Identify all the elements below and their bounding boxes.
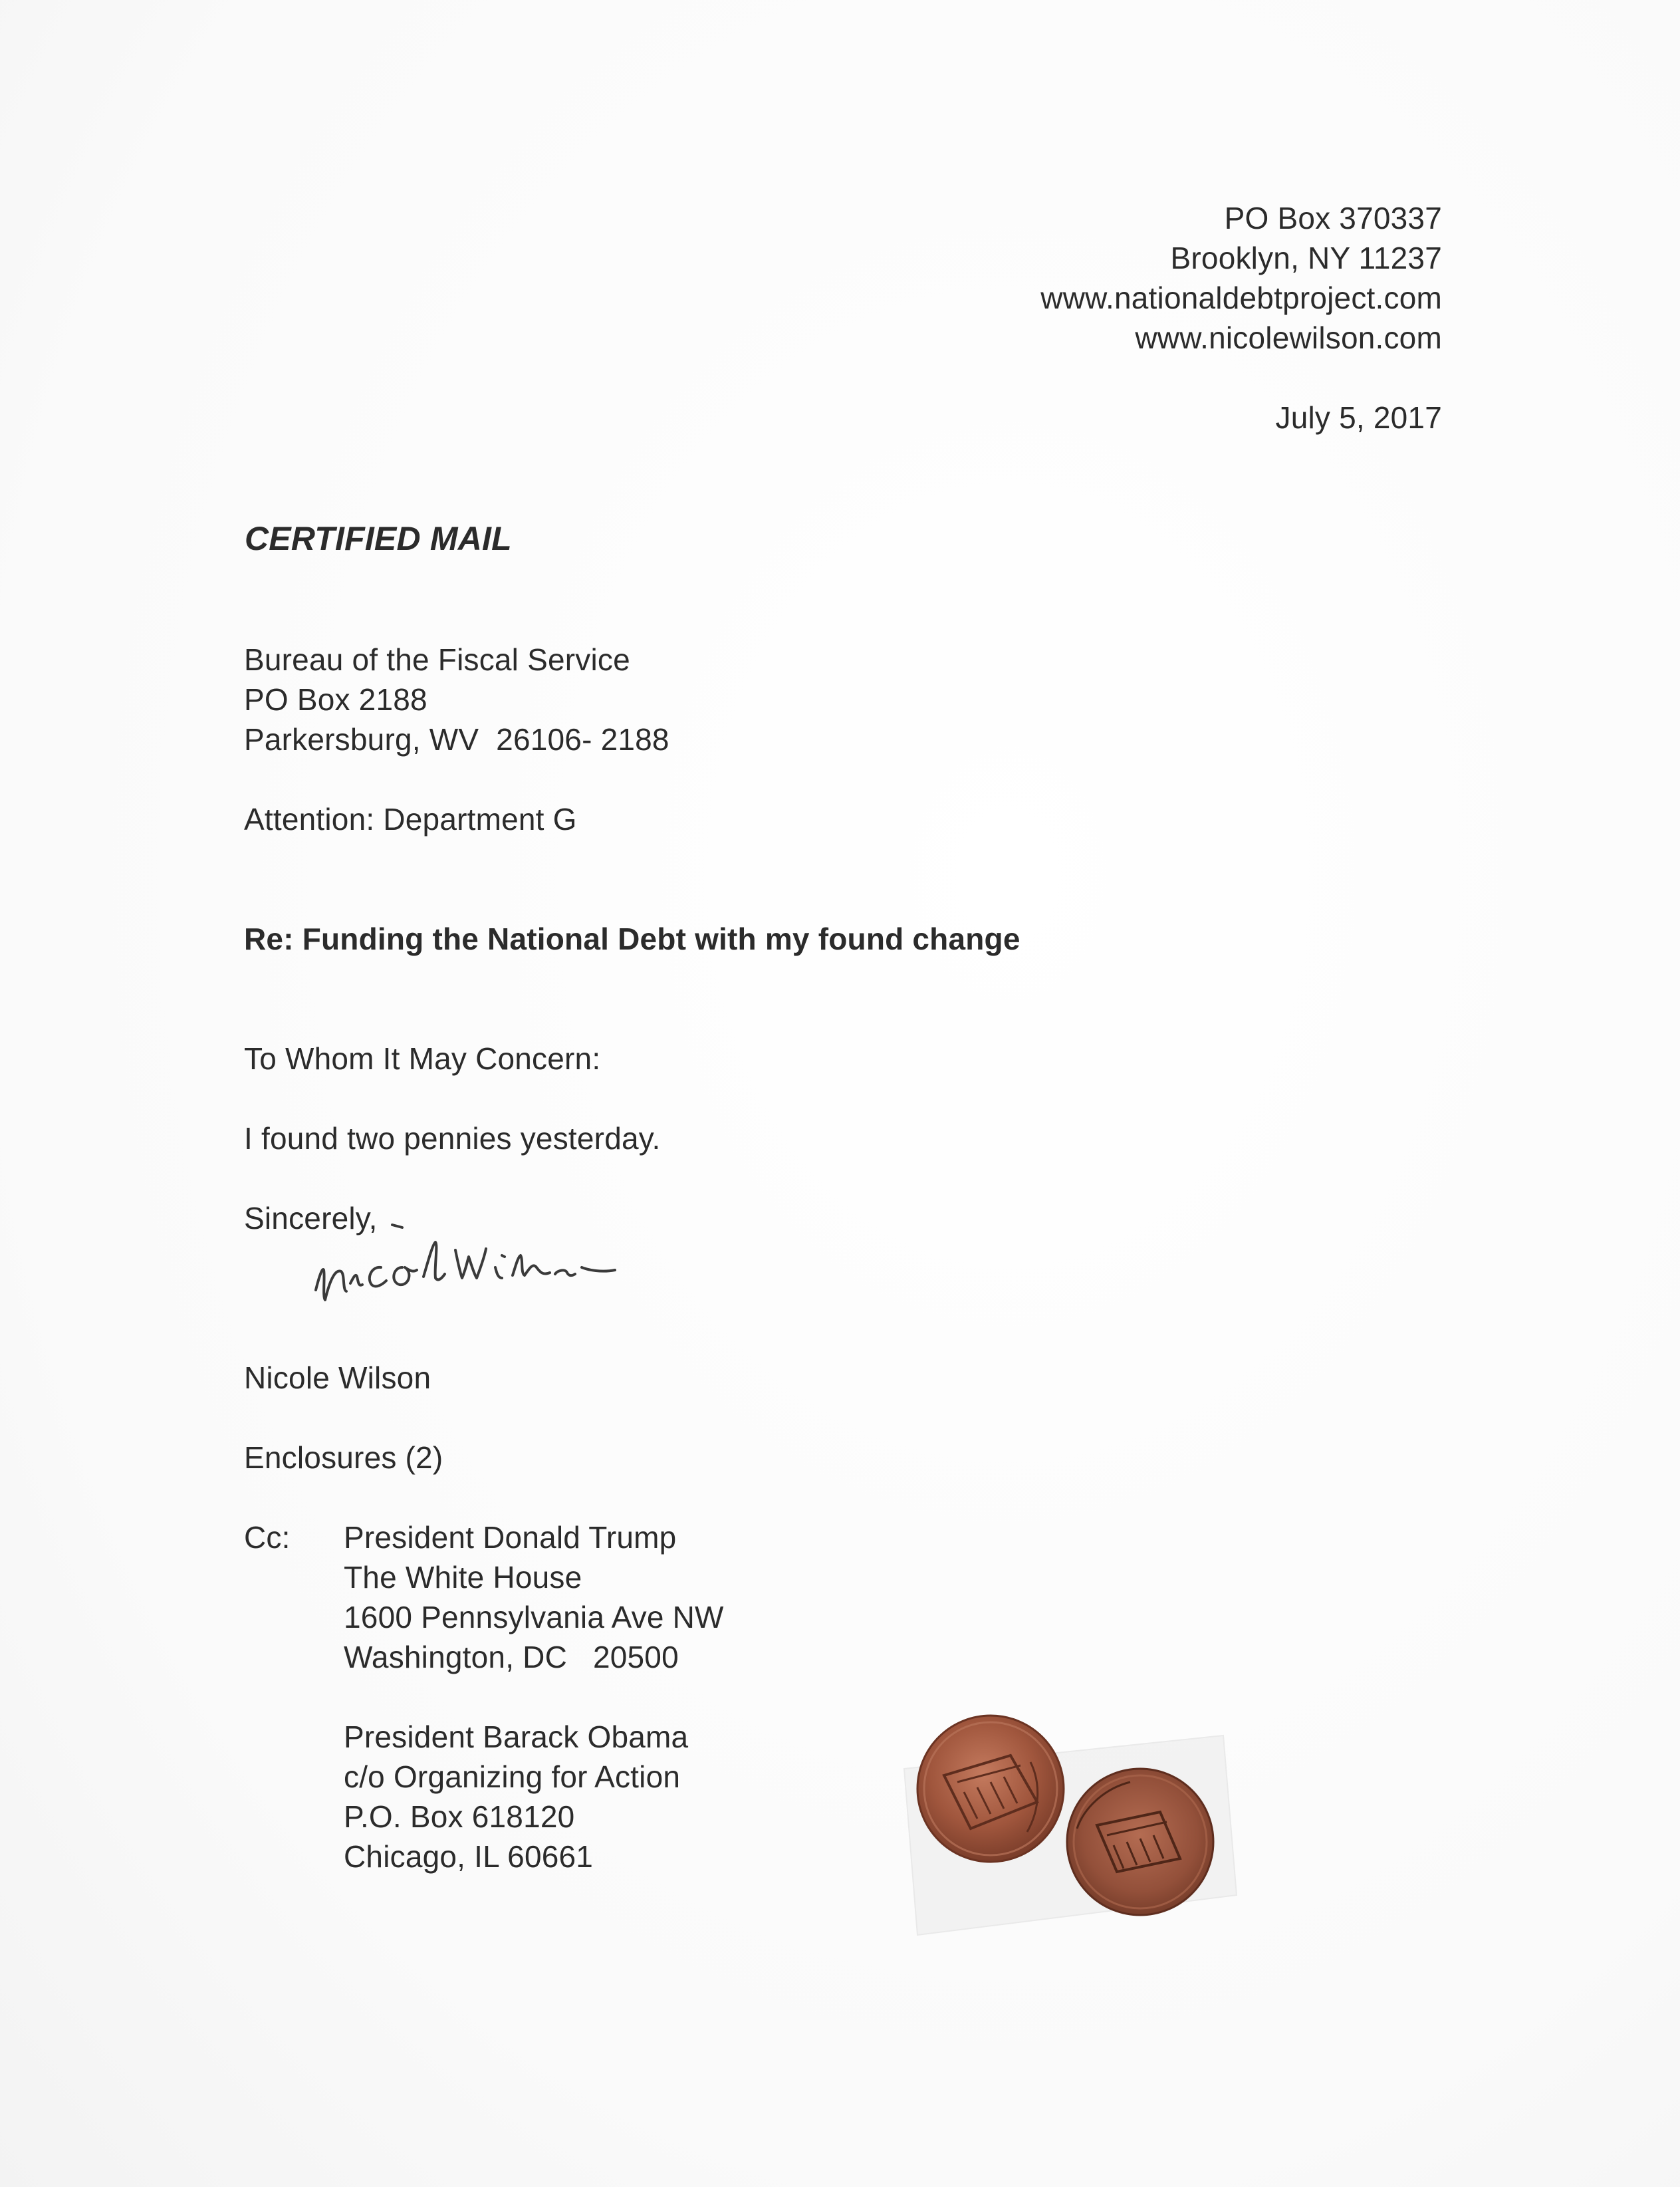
cc-recipient-2-line2: c/o Organizing for Action bbox=[344, 1759, 681, 1794]
penny-1 bbox=[917, 1716, 1064, 1862]
recipient-address-line2: Parkersburg, WV 26106- 2188 bbox=[244, 722, 669, 757]
cc-recipient-2-line4: Chicago, IL 60661 bbox=[344, 1839, 594, 1874]
sender-website-2: www.nicolewilson.com bbox=[1135, 321, 1442, 355]
handwritten-signature bbox=[302, 1204, 695, 1330]
sender-address-line2: Brooklyn, NY 11237 bbox=[1170, 241, 1442, 275]
letter-body: I found two pennies yesterday. bbox=[244, 1121, 661, 1156]
cc-label: Cc: bbox=[244, 1520, 291, 1555]
recipient-name: Bureau of the Fiscal Service bbox=[244, 642, 630, 677]
cc-recipient-2-line3: P.O. Box 618120 bbox=[344, 1799, 575, 1834]
penny-2 bbox=[1067, 1769, 1213, 1915]
enclosures-note: Enclosures (2) bbox=[244, 1440, 443, 1475]
closing: Sincerely, bbox=[244, 1201, 378, 1235]
salutation: To Whom It May Concern: bbox=[244, 1041, 601, 1076]
letter-date: July 5, 2017 bbox=[1275, 400, 1442, 435]
sender-website-1: www.nationaldebtproject.com bbox=[1040, 281, 1442, 315]
delivery-method-heading: CERTIFIED MAIL bbox=[245, 520, 512, 557]
cc-recipient-1-line3: 1600 Pennsylvania Ave NW bbox=[344, 1600, 724, 1634]
taped-pennies-image bbox=[878, 1676, 1250, 1955]
signer-name: Nicole Wilson bbox=[244, 1360, 431, 1395]
cc-recipient-1-line1: President Donald Trump bbox=[344, 1520, 677, 1555]
subject-line: Re: Funding the National Debt with my found change bbox=[244, 922, 1020, 956]
sender-address-line1: PO Box 370337 bbox=[1224, 201, 1442, 235]
cc-recipient-1-line4: Washington, DC 20500 bbox=[344, 1640, 679, 1674]
recipient-attention: Attention: Department G bbox=[244, 802, 577, 836]
recipient-address-line1: PO Box 2188 bbox=[244, 682, 427, 717]
cc-recipient-2-line1: President Barack Obama bbox=[344, 1720, 689, 1754]
cc-recipient-1-line2: The White House bbox=[344, 1560, 582, 1595]
